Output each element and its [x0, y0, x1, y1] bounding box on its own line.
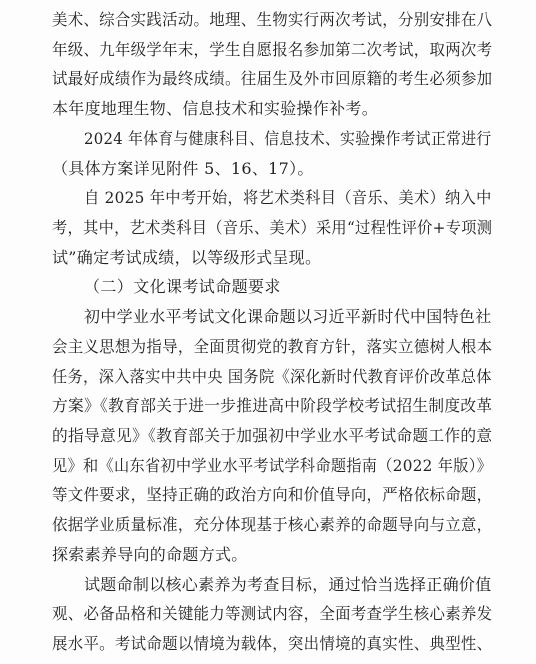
text-line: 展水平。考试命题以情境为载体，突出情境的真实性、典型性、: [52, 634, 493, 653]
text-line: 试题命制以核心素养为考查目标，通过恰当选择正确价值: [84, 574, 492, 594]
text-line: 见》和《山东省初中学业水平考试学科命题指南（2022 年版）》: [52, 455, 493, 475]
section-heading: （二）文化课考试命题要求: [84, 277, 281, 297]
text-line: 试最好成绩作为最终成绩。往届生及外市回原籍的考生必须参加: [52, 69, 493, 89]
text-line: 方案》《教育部关于进一步推进高中阶段学校考试招生制度改革: [52, 396, 493, 416]
text-line: 观、必备品格和关键能力等测试内容，全面考查学生核心素养发: [52, 604, 493, 624]
text-line: 自 2025 年中考开始，将艺术类科目（音乐、美术）纳入中: [84, 188, 492, 208]
text-line: 任务，深入落实中共中央 国务院《深化新时代教育评价改革总体: [52, 366, 492, 386]
text-line: 初中学业水平考试文化课命题以习近平新时代中国特色社: [84, 307, 492, 327]
text-line: 2024 年体育与健康科目、信息技术、实验操作考试正常进行: [84, 128, 492, 148]
text-line: 会主义思想为指导，全面贯彻党的教育方针，落实立德树人根本: [52, 336, 493, 356]
text-line: 等文件要求，坚持正确的政治方向和价值导向，严格依标命题，: [52, 485, 493, 505]
text-line: 探索素养导向的命题方式。: [52, 544, 248, 564]
text-line: 年级、九年级学年末，学生自愿报名参加第二次考试，取两次考: [52, 39, 493, 59]
text-line: 依据学业质量标准，充分体现基于核心素养的命题导向与立意，: [52, 515, 493, 535]
text-line: （具体方案详见附件 5、16、17）。: [52, 158, 314, 178]
text-line: 本年度地理生物、信息技术和实验操作补考。: [52, 99, 379, 119]
text-line: 美术、综合实践活动。地理、生物实行两次考试，分别安排在八: [52, 10, 493, 29]
text-line: 的指导意见》《教育部关于加强初中学业水平考试命题工作的意: [52, 426, 493, 445]
text-line: 考，其中，艺术类科目（音乐、美术）采用“过程性评价+专项测: [52, 218, 493, 237]
text-line: 试”确定考试成绩，以等级形式呈现。: [52, 247, 322, 267]
